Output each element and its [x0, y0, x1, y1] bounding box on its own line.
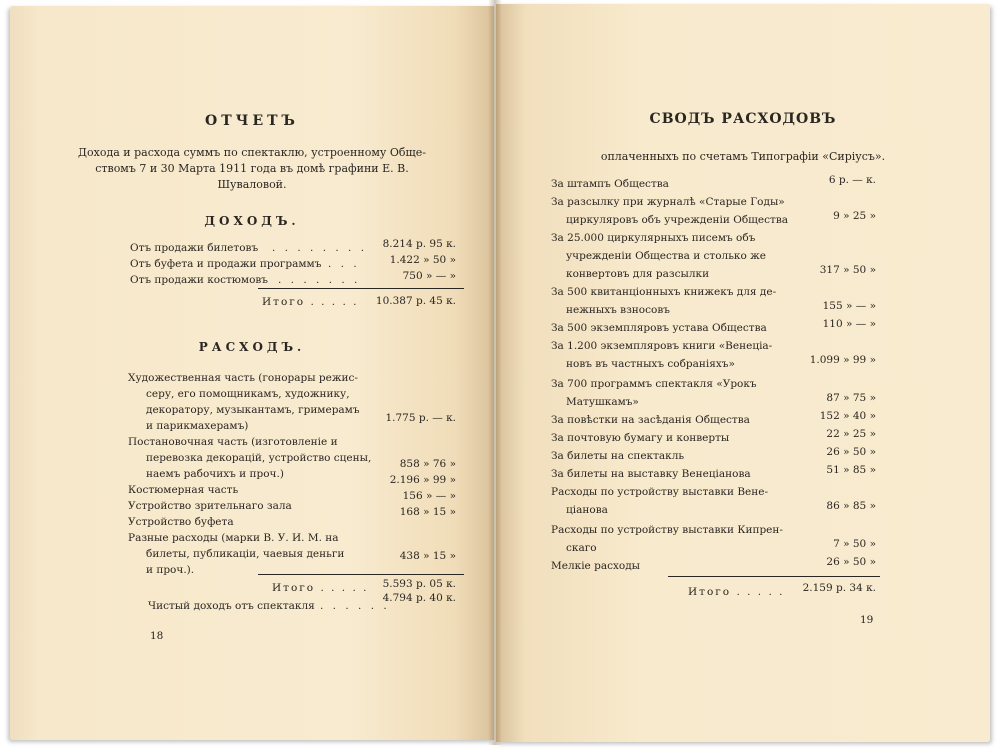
- intro-line-3: Шуваловой.: [217, 178, 287, 191]
- left-page-title: ОТЧЕТЪ: [205, 113, 299, 129]
- right-page-title: СВОДЪ РАСХОДОВЪ: [649, 111, 837, 127]
- expense-total-label: Итого . . . . .: [272, 582, 369, 594]
- income-heading: ДОХОДЪ.: [204, 214, 300, 228]
- expense-line: и парикмахерамъ): [146, 420, 249, 432]
- expense-value: 168 » 15 »: [399, 506, 456, 518]
- expense-item-line: За билеты на спектакль: [551, 450, 685, 462]
- expense-item-line: новъ въ частныхъ собраніяхъ»: [566, 358, 735, 370]
- expense-heading: РАСХОДЪ.: [198, 340, 306, 354]
- expense-item-line: За 500 экземпляровъ устава Общества: [551, 322, 767, 334]
- expense-item-value: 155 » — »: [822, 300, 876, 312]
- right-page: [496, 4, 990, 742]
- expense-value: 858 » 76 »: [399, 458, 456, 470]
- leader-dots: . . . . . . .: [278, 274, 361, 286]
- income-total-label: Итого . . . . .: [262, 296, 359, 308]
- expense-item-line: Матушкамъ»: [566, 396, 639, 408]
- leader-dots: . . .: [328, 258, 360, 270]
- expense-item-value: 7 » 50 »: [833, 538, 876, 550]
- leader-dots: . . . . . .: [320, 600, 390, 612]
- expense-item-line: За 1.200 экземпляровъ книги «Венеціа-: [551, 340, 773, 352]
- expense-item-value: 26 » 50 »: [826, 446, 876, 458]
- expense-item-line: циркуляровъ объ учрежденіи Общества: [566, 214, 788, 226]
- expense-item-value: 26 » 50 »: [826, 556, 876, 568]
- expense-value: 2.196 » 99 »: [389, 474, 456, 486]
- expense-item-line: скаго: [566, 542, 597, 554]
- expense-item-line: За повѣстки на засѣданія Общества: [551, 414, 750, 426]
- expense-line: Постановочная часть (изготовленіе и: [128, 436, 338, 448]
- expense-item-line: За штампъ Общества: [551, 178, 669, 190]
- leader-dots: . . . . . . . .: [272, 242, 368, 254]
- expense-item-value: 1.099 » 99 »: [809, 354, 876, 366]
- expense-item-line: нежныхъ взносовъ: [566, 304, 670, 316]
- net-income-label: Чистый доходъ отъ спектакля: [148, 600, 315, 612]
- expense-item-line: За разсылку при журналѣ «Старые Годы»: [551, 196, 785, 208]
- expense-item-line: За билеты на выставку Венеціанова: [551, 468, 751, 480]
- expense-line: перевозка декорацій, устройство сцены,: [146, 452, 372, 464]
- expense-total-rule: [258, 574, 464, 575]
- total-label: Итого . . . . .: [688, 586, 785, 598]
- expense-item-value: 22 » 25 »: [826, 428, 876, 440]
- income-total-rule: [258, 288, 464, 289]
- expense-line: Костюмерная часть: [128, 484, 239, 496]
- expense-item-value: 9 » 25 »: [833, 210, 876, 222]
- income-total-value: 10.387 р. 45 к.: [375, 295, 456, 307]
- expense-line: билеты, публикаціи, чаевыя деньги: [146, 548, 345, 560]
- expense-item-value: 110 » — »: [822, 318, 876, 330]
- expense-line: наемъ рабочихъ и проч.): [146, 468, 284, 480]
- expense-item-value: 152 » 40 »: [819, 410, 876, 422]
- expense-item-line: За почтовую бумагу и конверты: [551, 432, 730, 444]
- income-label: Отъ продажи костюмовъ: [130, 274, 268, 286]
- intro-line-2: ствомъ 7 и 30 Марта 1911 года въ домѣ графини Е. В.: [95, 162, 409, 175]
- income-value: 750 » — »: [402, 270, 456, 282]
- expense-item-line: конвертовъ для разсылки: [566, 268, 710, 280]
- expense-value: 156 » — »: [402, 490, 456, 502]
- expense-item-line: ціанова: [566, 504, 608, 516]
- expense-line: Устройство буфета: [128, 516, 234, 528]
- expense-line: серу, его помощникамъ, художнику,: [146, 388, 350, 400]
- expense-item-value: 86 » 85 »: [826, 500, 876, 512]
- left-page: [10, 6, 494, 740]
- income-label: Отъ продажи билетовъ: [130, 242, 259, 254]
- total-rule: [668, 576, 880, 577]
- income-label: Отъ буфета и продажи программъ: [130, 258, 322, 270]
- expense-line: Разные расходы (марки В. У. И. М. на: [128, 532, 339, 544]
- expense-item-line: Расходы по устройству выставки Кипрен-: [551, 524, 783, 536]
- expense-item-line: За 25.000 циркулярныхъ писемъ объ: [551, 232, 756, 244]
- page-number: 19: [860, 614, 874, 626]
- expense-item-line: За 700 программъ спектакля «Урокъ: [551, 378, 757, 390]
- right-page-subtitle: оплаченныхъ по счетамъ Типографіи «Сиріусъ».: [600, 150, 886, 163]
- expense-item-value: 6 р. — к.: [828, 174, 876, 186]
- net-income-value: 4.794 р. 40 к.: [382, 592, 456, 604]
- book-gutter: [488, 0, 502, 745]
- expense-item-line: За 500 квитанціонныхъ книжекъ для де-: [551, 286, 777, 298]
- expense-line: Художественная часть (гонорары режис-: [128, 372, 358, 384]
- page-number: 18: [150, 630, 164, 642]
- expense-item-line: Расходы по устройству выставки Вене-: [551, 486, 769, 498]
- expense-item-value: 51 » 85 »: [826, 464, 876, 476]
- expense-item-line: учрежденіи Общества и столько же: [566, 250, 767, 262]
- expense-item-line: Мелкіе расходы: [551, 560, 641, 572]
- expense-value: 1.775 р. — к.: [385, 412, 456, 424]
- intro-line-1: Дохода и расхода суммъ по спектаклю, устроенному Обще-: [78, 146, 426, 159]
- expense-item-value: 87 » 75 »: [826, 392, 876, 404]
- income-value: 8.214 р. 95 к.: [382, 238, 456, 250]
- expense-line: и проч.).: [146, 564, 195, 576]
- total-value: 2.159 р. 34 к.: [802, 582, 876, 594]
- income-value: 1.422 » 50 »: [389, 254, 456, 266]
- expense-item-value: 317 » 50 »: [819, 264, 876, 276]
- expense-line: Устройство зрительнаго зала: [128, 500, 292, 512]
- expense-value: 438 » 15 »: [399, 550, 456, 562]
- expense-total-value: 5.593 р. 05 к.: [382, 578, 456, 590]
- expense-line: декоратору, музыкантамъ, гримерамъ: [146, 404, 360, 416]
